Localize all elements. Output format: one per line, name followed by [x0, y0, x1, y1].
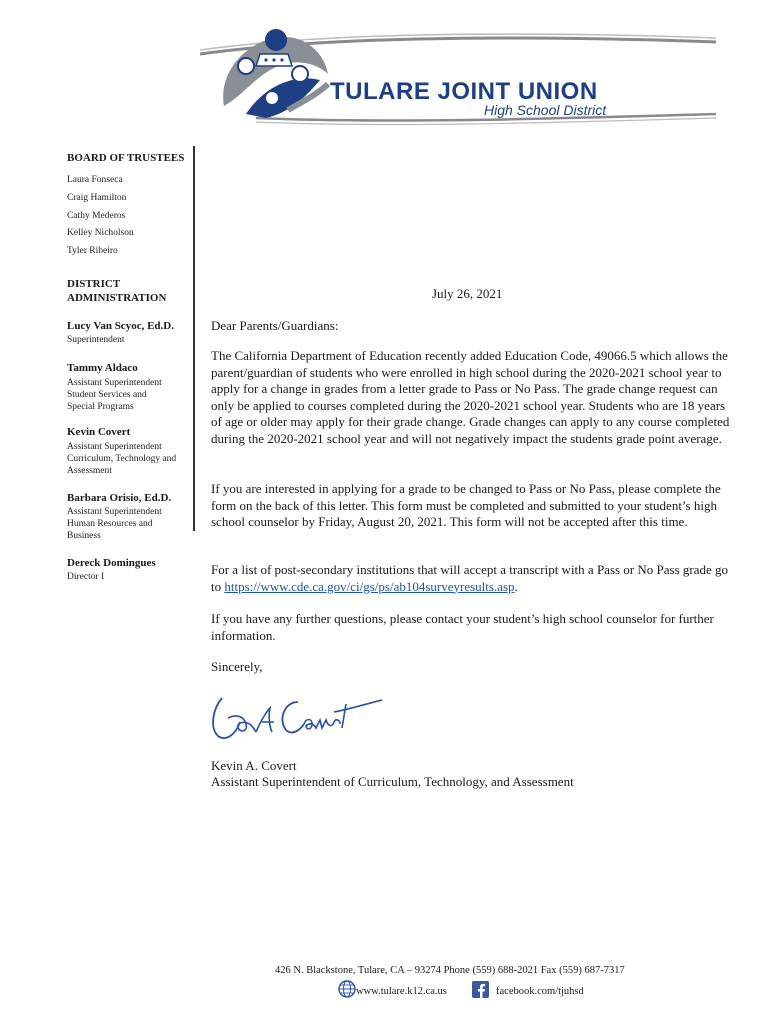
admin-title: Assessment	[67, 466, 112, 476]
paragraph-3-end: .	[514, 578, 518, 594]
trustee-item: Tyler Ribeiro	[67, 246, 118, 256]
district-logo	[196, 14, 720, 126]
signature	[206, 688, 386, 746]
globe-icon	[338, 980, 356, 998]
signer-name: Kevin A. Covert	[211, 758, 297, 773]
closing: Sincerely,	[211, 659, 263, 674]
admin-name: Kevin Covert	[67, 426, 131, 438]
paragraph-3-text: For a list of post-secondary institutions that will accept a transcript with a Pass or No Pass grade go to	[211, 562, 729, 594]
signer-title: Assistant Superintendent of Curriculum, Technology, and Assessment	[211, 774, 574, 789]
district-subtitle: High School District	[484, 102, 607, 118]
salutation: Dear Parents/Guardians:	[211, 318, 339, 333]
trustee-item: Craig Hamilton	[67, 193, 127, 203]
admin-title: Assistant Superintendent	[67, 378, 162, 388]
paragraph-4: If you have any further questions, please contact your student’s high school counselor for further information.	[211, 611, 714, 643]
admin-title: Student Services and	[67, 390, 147, 400]
board-heading: BOARD OF TRUSTEES	[67, 152, 185, 164]
admin-heading: ADMINISTRATION	[67, 292, 167, 304]
admin-name: Dereck Domingues	[67, 557, 156, 569]
admin-title: Human Resources and	[67, 519, 153, 529]
district-name: TULARE JOINT UNION	[330, 78, 598, 105]
admin-title: Special Programs	[67, 402, 134, 412]
letter-date: July 26, 2021	[432, 286, 503, 301]
trustee-item: Laura Fonseca	[67, 175, 123, 185]
facebook-icon	[472, 981, 489, 998]
admin-name: Lucy Van Scyoc, Ed.D.	[67, 320, 174, 332]
footer-address: 426 N. Blackstone, Tulare, CA – 93274 Phone (559) 688-2021 Fax (559) 687-7317	[275, 965, 625, 976]
survey-results-link[interactable]: https://www.cde.ca.gov/ci/gs/ps/ab104surveyresults.asp	[224, 578, 515, 594]
trustee-item: Cathy Mederos	[67, 211, 126, 221]
admin-title: Superintendent	[67, 335, 125, 345]
admin-heading: DISTRICT	[67, 278, 121, 290]
signature-icon	[206, 688, 386, 746]
website-link[interactable]: www.tulare.k12.ca.us	[356, 986, 447, 997]
facebook-link[interactable]: facebook.com/tjuhsd	[496, 986, 584, 997]
admin-title: Assistant Superintendent	[67, 507, 162, 517]
admin-title: Assistant Superintendent	[67, 442, 162, 452]
paragraph-2: If you are interested in applying for a grade to be changed to Pass or No Pass, please complete the form on the back of this letter. This form must be completed and submitted to your student’s high school counselor by Friday, August 20, 2021. This form will not be accepted after this time.	[211, 481, 721, 530]
logo-emblem-icon	[196, 14, 720, 126]
admin-name: Barbara Orisio, Ed.D.	[67, 492, 172, 504]
sidebar-divider	[193, 146, 195, 531]
admin-name: Tammy Aldaco	[67, 362, 138, 374]
trustee-item: Kelley Nicholson	[67, 228, 134, 238]
admin-title: Director I	[67, 572, 105, 582]
admin-title: Curriculum, Technology and	[67, 454, 177, 464]
paragraph-3	[211, 562, 731, 595]
admin-title: Business	[67, 531, 101, 541]
paragraph-1: The California Department of Education recently added Education Code, 49066.5 which allows the parent/guardian of students who were enrolled in high school during the 2020-2021 school year to apply for a change in grades from a letter grade to Pass or No Pass. The grade change request can only be applied to courses completed during the 2020-2021 school year. Students who are 18 years of age or older may apply for their grade change. Grade changes can apply to any course completed during the 2020-2021 school year and will not negatively impact the students grade point average.	[211, 348, 730, 446]
